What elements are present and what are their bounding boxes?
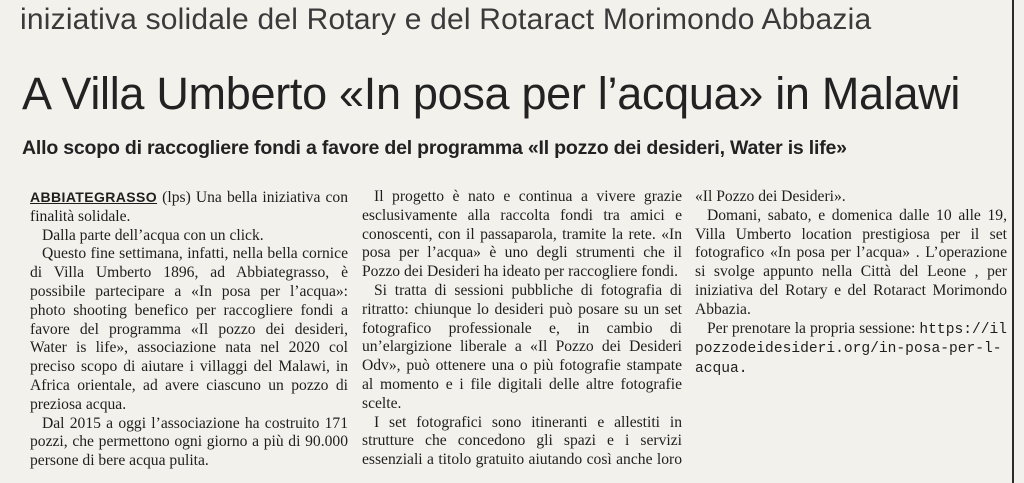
article-column-1 <box>30 188 348 478</box>
article-headline: A Villa Umberto «In posa per l’acqua» in Malawi <box>22 68 961 119</box>
article-paragraph: Dalla parte dell’acqua con un click. <box>42 226 264 244</box>
article-kicker: iniziativa solidale del Rotary e del Rotaract Morimondo Abbazia <box>20 3 872 36</box>
article-lead-paragraph <box>30 188 348 227</box>
article-paragraph: Si tratta di sessioni pubbliche di fotografia di ritratto: chiunque lo desideri può posare su un set fotografico professionale e, in cambio di un’elargizione liberale a «Il Pozzo dei Desideri Odv», può ottenere una o più fotografie stampate al momento e i file digitali delle altre fotografie scelte. <box>362 281 682 412</box>
article-paragraph: Domani, sabato, e domenica dalle 10 alle 19, Villa Umberto location prestigiosa per il set fotografico «In posa per l’acqua» . L’operazione si svolge appunto nella Città del Leone , per iniziativa del Rotary e del Rotaract Morimondo Abbazia. <box>695 206 1007 318</box>
dateline: ABBIATEGRASSO <box>30 189 158 205</box>
article-paragraph: Il progetto è nato e continua a vivere grazie esclusivamente alla raccolta fondi tra amici e conoscenti, con il passaparola, tramite la rete. «In posa per l’acqua» è uno degli strumenti che il Pozzo dei Desideri ha ideato per raccogliere fondi. <box>362 188 682 281</box>
article-subhead: Allo scopo di raccogliere fondi a favore del programma «Il pozzo dei desideri, Water is life» <box>22 137 847 159</box>
article-paragraph: Dal 2015 a oggi l’associazione ha costruito 171 pozzi, che permettono ogni giorno a più di 90.000 persone di bere acqua pulita. <box>30 414 348 470</box>
article-paragraph: I set fotografici sono itineranti e allestiti in strutture che concedono gli spazi e i servizi essenziali a titolo gratuito aiutando così anche loro <box>362 413 682 469</box>
booking-link[interactable]: https://ilpozzodeidesideri.org/in-posa-per-l-acqua. <box>695 321 1007 378</box>
byline: (lps) <box>162 189 191 206</box>
booking-text: Per prenotare la propria sessione: <box>707 319 920 337</box>
lead-text: Una bella iniziativa con finalità solidale. <box>30 189 348 225</box>
article-paragraph: Questo fine settimana, infatti, nella bella cornice di Villa Umberto 1896, ad Abbiategrasso, è possibile partecipare a «In posa per l’acqua»: photo shooting benefico per raccogliere fondi a favore del programma «Il pozzo dei desideri, Water is life», associazione nata nel 2020 col preciso scopo di aiutare i villaggi del Malawi, in Africa orientale, ad avere ciascuno un pozzo di preziosa acqua. <box>30 245 348 413</box>
article-paragraph: «Il Pozzo dei Desideri». <box>695 188 846 205</box>
article-column-2 <box>362 188 682 478</box>
article-column-3 <box>695 188 1007 478</box>
column-rule <box>1012 0 1014 483</box>
booking-paragraph <box>695 320 1007 379</box>
